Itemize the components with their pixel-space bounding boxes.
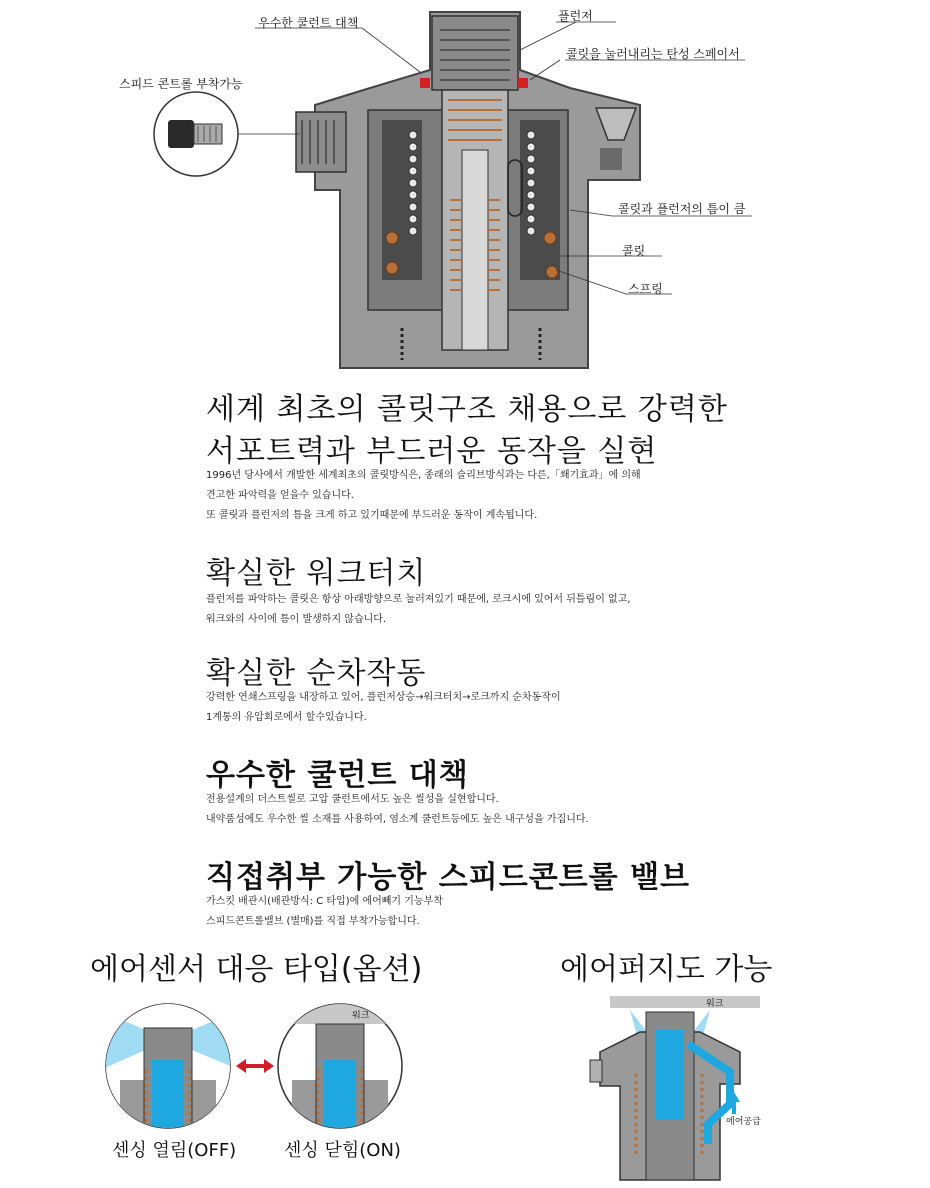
sensor-off-on-illustration — [100, 1000, 420, 1130]
section-body: 강력한 연쇄스프링을 내장하고 있어, 플런저상승→워크터치→로크까지 순차동작이 — [206, 692, 561, 703]
section-body: 1계통의 유압회로에서 할수있습니다. — [206, 712, 367, 723]
intro-body-line1: 1996년 당사에서 개발한 세계최초의 콜릿방식은, 종래의 슬리브방식과는 다른,「쐐기효과」에 의해 — [206, 470, 641, 481]
intro-body-line3: 또 콜릿과 플런저의 틈을 크게 하고 있기때문에 부드러운 동작이 계속됩니다. — [206, 510, 538, 521]
sensor-diagrams — [100, 1000, 420, 1130]
air-supply-label: 에어공급 — [726, 1117, 761, 1127]
section-body: 스피드콘트롤밸브 (별매)를 직접 부착가능합니다. — [206, 916, 420, 927]
air-purge-diagram — [580, 994, 780, 1184]
section-title-coolant: 우수한 쿨런트 대책 — [206, 758, 469, 793]
section-body: 가스킷 배관시(배관방식: C 타입)에 에어빼기 기능부착 — [206, 896, 443, 907]
air-sensor-title: 에어센서 대응 타입(옵션) — [90, 952, 423, 987]
section-body: 워크와의 사이에 틈이 발생하지 않습니다. — [206, 614, 387, 625]
work-label-purge: 워크 — [706, 999, 724, 1009]
sensing-on-caption: 센싱 닫힘(ON) — [284, 1140, 401, 1161]
label-collet: 콜릿 — [622, 244, 646, 258]
section-title-sequence: 확실한 순차작동 — [206, 656, 427, 691]
section-body: 내약품성에도 우수한 씰 소재를 사용하여, 염소계 쿨런트등에도 높은 내구성을 가집니다. — [206, 814, 589, 825]
section-title-work-touch: 확실한 워크터치 — [206, 556, 427, 591]
label-plunger: 플런저 — [558, 9, 593, 23]
section-body: 전용설계의 더스트씰로 고압 쿨런트에서도 높은 씰성을 실현합니다. — [206, 794, 499, 805]
section-title-speed-valve: 직접취부 가능한 스피드콘트롤 밸브 — [206, 860, 691, 895]
section-body: 플런저를 파악하는 콜릿은 항상 아래방향으로 눌러져있기 때문에, 로크시에 있어서 뒤틀림이 없고, — [206, 594, 631, 605]
cross-section-diagram — [0, 0, 930, 380]
label-coolant: 우수한 쿨런트 대책 — [258, 16, 359, 30]
intro-body-line2: 견고한 파악력을 얻을수 있습니다. — [206, 490, 354, 501]
label-spring: 스프링 — [628, 282, 663, 296]
work-label-sensor: 워크 — [352, 1011, 370, 1021]
intro-title-line2: 서포트력과 부드러운 동작을 실현 — [206, 434, 658, 469]
label-gap: 콜릿과 플런저의 틈이 큼 — [618, 202, 746, 216]
clamp-cross-section — [0, 0, 930, 380]
air-purge-title: 에어퍼지도 가능 — [560, 952, 773, 987]
intro-title-line1: 세계 최초의 콜릿구조 채용으로 강력한 — [206, 392, 728, 427]
air-purge-illustration — [580, 994, 780, 1184]
label-speed-control: 스피드 콘트롤 부착가능 — [119, 77, 243, 91]
label-spacer: 콜릿을 눌러내리는 탄성 스페이서 — [566, 47, 740, 61]
sensing-off-caption: 센싱 열림(OFF) — [112, 1140, 237, 1161]
